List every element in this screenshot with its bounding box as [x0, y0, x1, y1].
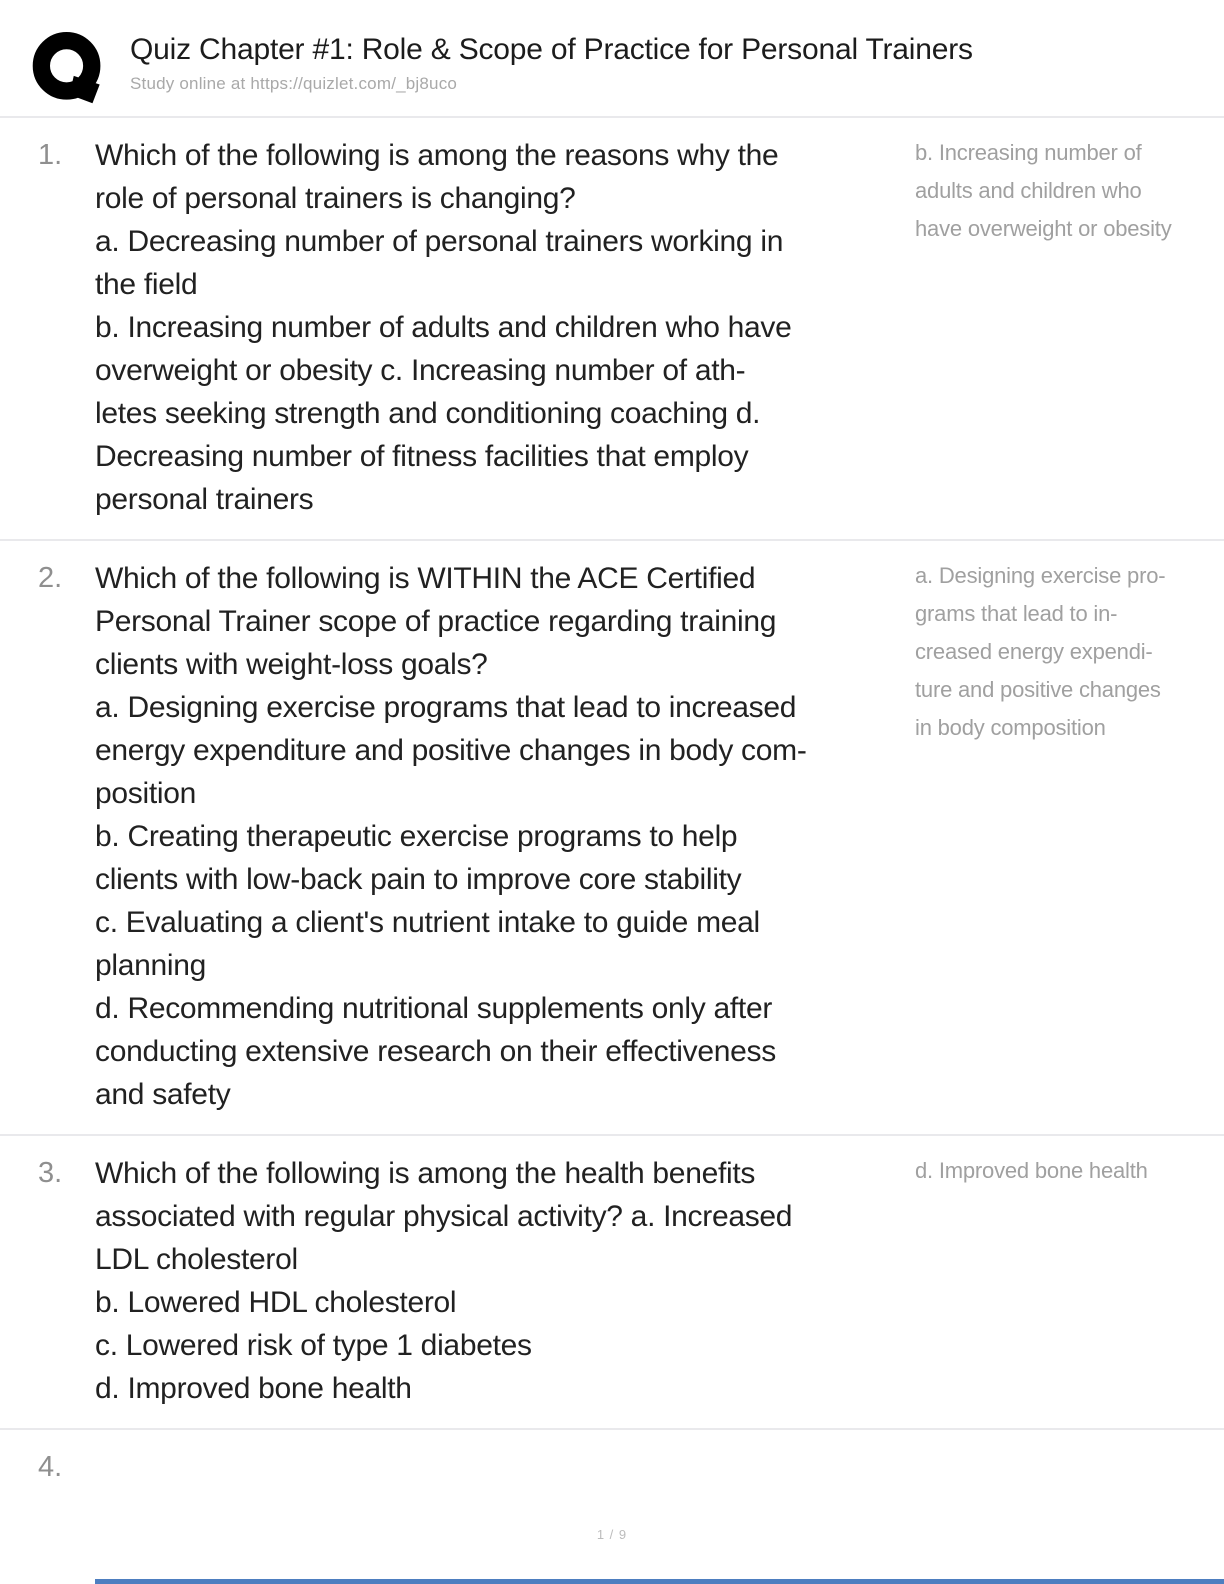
question-text: Which of the following is WITHIN the ACE Certified Personal Trainer scope of practice regarding training clients with weight-loss goals? a. Designing exercise programs that lead to increased energy expenditure and positive changes in body com- position b. Creating therapeutic exercise programs to help clients with low-back pain to improve core stability c. Evaluating a client's nutrient intake to guide meal planning d. Recommending nutritional supplements only after conducting extensive research on their effectiveness and safety — [95, 562, 807, 1111]
question-number: 4. — [38, 1451, 63, 1483]
question-list — [0, 118, 1224, 1544]
question-row-1 — [0, 118, 1224, 539]
answer-text: b. Increasing number of adults and children who have overweight or obesity — [915, 140, 1172, 241]
page-indicator: 1 / 9 — [596, 1527, 628, 1542]
question-number: 1. — [38, 139, 63, 171]
page-title: Quiz Chapter #1: Role & Scope of Practice for Personal Trainers — [130, 33, 973, 66]
question-row-2 — [0, 539, 1224, 1134]
question-row-3 — [0, 1134, 1224, 1428]
question-text: Which of the following is among the reasons why the role of personal trainers is changing? a. Decreasing number of personal trainers working in the field b. Increasing number of adults and children who have overweight or obesity c. Increasing number of ath- letes seeking strength and conditioning coaching d. Decreasing number of fitness facilities that employ personal trainers — [95, 139, 792, 516]
quizlet-q-logo-icon — [32, 28, 104, 108]
footer-accent-bar — [95, 1579, 1224, 1584]
answer-text: d. Improved bone health — [915, 1158, 1148, 1183]
question-number: 3. — [38, 1157, 63, 1189]
answer-text: a. Designing exercise pro- grams that lead to in- creased energy expendi- ture and positive changes in body composition — [915, 563, 1166, 740]
question-text: Which of the following is among the health benefits associated with regular physical activity? a. Increased LDL cholesterol b. Lowered HDL cholesterol c. Lowered risk of type 1 diabetes d. Improved bone health — [95, 1157, 793, 1405]
header-text — [130, 28, 973, 94]
header — [0, 0, 1224, 108]
study-online-link[interactable]: Study online at https://quizlet.com/_bj8uco — [130, 74, 458, 93]
question-number: 2. — [38, 562, 63, 594]
